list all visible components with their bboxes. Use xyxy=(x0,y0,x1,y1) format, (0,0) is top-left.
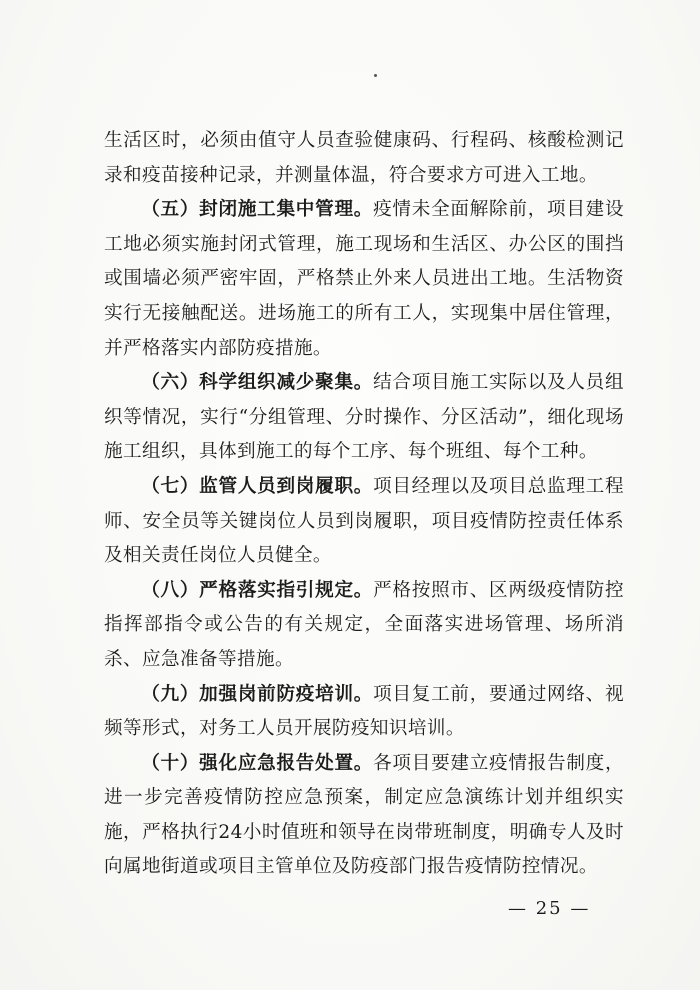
scan-speck xyxy=(374,74,377,77)
section-heading: （六）科学组织减少聚集。 xyxy=(141,372,374,394)
paragraph-section-6 xyxy=(104,366,624,470)
paragraph-text: 疫情未全面解除前，项目建设工地必须实施封闭式管理，施工现场和生活区、办公区的围挡或围墙必须严密牢固，严格禁止外来人员进出工地。生活物资实行无接触配送。进场施工的所有工人，实现集中居住管理，并严格落实内部防疫措施。 xyxy=(104,199,624,359)
paragraph-text: 项目经理以及项目总监理工程师、安全员等关键岗位人员到岗履职，项目疫情防控责任体系及相关责任岗位人员健全。 xyxy=(104,475,624,567)
paragraph-section-10 xyxy=(104,747,624,885)
paragraph-text: 各项目要建立疫情报告制度，进一步完善疫情防控应急预案，制定应急演练计划并组织实施，严格执行24小时值班和领导在岗带班制度，明确专人及时向属地街道或项目主管单位及防疫部门报告疫情防控情况。 xyxy=(104,752,624,878)
paragraph-continuation xyxy=(104,124,624,193)
section-heading: （十）强化应急报告处置。 xyxy=(141,752,374,774)
paragraph-text: 项目复工前，要通过网络、视频等形式，对务工人员开展防疫知识培训。 xyxy=(104,683,624,740)
page-number: — 25 — xyxy=(508,898,591,919)
paragraph-text: 严格按照市、区两级疫情防控指挥部指令或公告的有关规定，全面落实进场管理、场所消杀、应急准备等措施。 xyxy=(104,579,624,670)
paragraph-section-9 xyxy=(104,678,624,747)
paragraph-section-5 xyxy=(104,193,624,366)
document-body xyxy=(104,124,624,885)
section-heading: （八）严格落实指引规定。 xyxy=(141,579,374,601)
paragraph-text: 结合项目施工实际以及人员组织等情况，实行“分组管理、分时操作、分区活动”，细化现场施工组织，具体到施工的每个工序、每个班组、每个工种。 xyxy=(104,372,624,463)
paragraph-section-8 xyxy=(104,574,624,678)
section-heading: （五）封闭施工集中管理。 xyxy=(141,199,374,221)
section-heading: （七）监管人员到岗履职。 xyxy=(141,475,374,497)
paragraph-text: 生活区时，必须由值守人员查验健康码、行程码、核酸检测记录和疫苗接种记录，并测量体温，符合要求方可进入工地。 xyxy=(104,130,624,186)
section-heading: （九）加强岗前防疫培训。 xyxy=(141,683,374,705)
paragraph-section-7 xyxy=(104,470,624,574)
